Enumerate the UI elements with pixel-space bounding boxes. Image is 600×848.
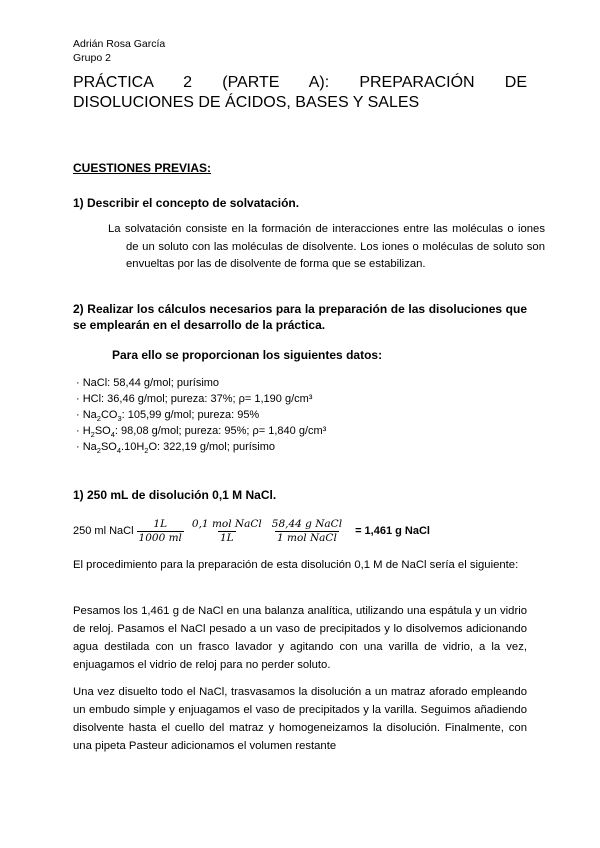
data-list: [76, 375, 326, 455]
fraction-1-denominator: 1000 ml: [138, 531, 182, 544]
procedure-intro: El procedimiento para la preparación de esta disolución 0,1 M de NaCl sería el siguiente:: [73, 559, 519, 571]
data-item-na2co3: · $Na_2CO_3$: 105,99 g/mol; pureza: 95%: [76, 409, 260, 424]
data-item-hcl: · HCl: 36,46 g/mol; pureza: 37%; ρ= 1,190 g/cm³: [76, 393, 313, 405]
procedure-transfer: Una vez disuelto todo el NaCl, trasvasamos la disolución a un matraz aforado empleando un embudo simple y enjuagamos el vaso de precipitados y la varilla. Seguimos añadiendo disolvente hasta el cuello del matraz y homogeneizamos la disolución. Finalmente, con una pipeta Pasteur adicionamos el volumen restante: [73, 686, 527, 752]
fraction-1-numerator: 1L: [153, 517, 168, 530]
data-item-nacl: · NaCl: 58,44 g/mol; purísimo: [76, 377, 220, 389]
question-1-answer: La solvatación consiste en la formación de interacciones entre las moléculas o iones de un soluto con las moléculas de disolvente. Los iones o moléculas de soluto son envueltas por las de disolvente de forma que se estabilizan.: [108, 223, 545, 270]
section-heading: CUESTIONES PREVIAS:: [73, 161, 212, 175]
part-1-heading: 1) 250 mL de disolución 0,1 M NaCl.: [73, 488, 277, 502]
nacl-calculation: [73, 515, 430, 547]
fraction-2-denominator: 1L: [220, 531, 234, 544]
fraction-3-numerator: 58,44 g NaCl: [271, 517, 343, 530]
fraction-1: [137, 518, 184, 545]
author-name: Adrián Rosa García: [73, 38, 166, 50]
question-2-heading: 2) Realizar los cálculos necesarios para la preparación de las disoluciones que se emplearán en el desarrollo de la práctica.: [73, 302, 527, 332]
fraction-3-denominator: 1 mol NaCl: [276, 531, 337, 544]
group-label: Grupo 2: [73, 52, 111, 64]
question-1-heading: 1) Describir el concepto de solvatación.: [73, 196, 300, 210]
fraction-2-numerator: 0,1 mol NaCl: [191, 517, 262, 530]
title-line-2: DISOLUCIONES DE ÁCIDOS, BASES Y SALES: [73, 94, 420, 111]
procedure-weighing: Pesamos los 1,461 g de NaCl en una balanza analítica, utilizando una espátula y un vidrio de reloj. Pasamos el NaCl pesado a un vaso de precipitados y lo disolvemos adicionando agua destilada con un frasco lavador y agitando con una varilla de vidrio, a la vez, enjuagamos el vidrio de reloj para no perder soluto.: [73, 605, 527, 671]
data-item-na2so4: · $Na_2SO_4.10H_2O$: 322,19 g/mol; purísimo: [76, 441, 276, 456]
document-title: [73, 73, 527, 113]
calc-start: 250 ml NaCl: [73, 525, 134, 537]
fraction-3: [270, 518, 344, 545]
data-item-h2so4: · $H_2SO_4$: 98,08 g/mol; pureza: 95%; ρ= 1,840 g/cm³: [76, 425, 327, 440]
calc-result: = 1,461 g NaCl: [355, 525, 430, 537]
data-subheading: Para ello se proporcionan los siguientes datos:: [112, 348, 383, 362]
fraction-2: [190, 518, 264, 545]
title-line-1: PRÁCTICA 2 (PARTE A): PREPARACIÓN DE: [73, 74, 527, 91]
